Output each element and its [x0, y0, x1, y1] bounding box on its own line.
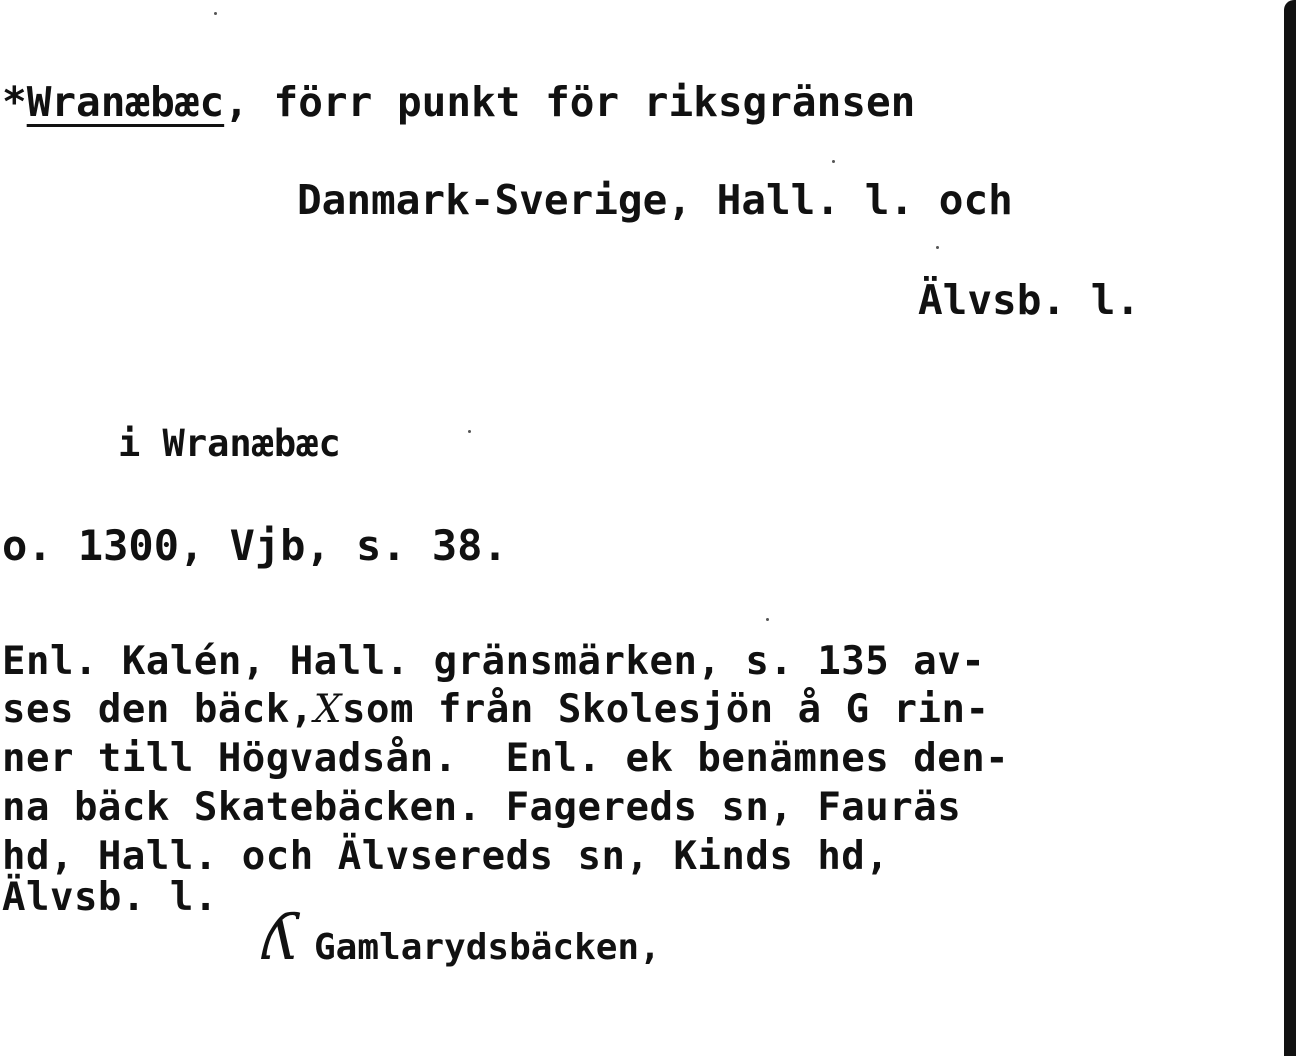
note-line-1: Enl. Kalén, Hall. gränsmärken, s. 135 av-	[2, 639, 986, 684]
note-line-2b: som från Skolesjön å G rin-	[342, 687, 990, 732]
heading-line-2: Danmark-Sverige, Hall. l. och	[297, 176, 1013, 224]
note-line-4: na bäck Skatebäcken. Fagereds sn, Fauräs	[2, 785, 962, 830]
handwritten-insertion-mark: ʎ	[262, 901, 299, 975]
card-right-edge	[1284, 0, 1296, 1056]
speckle	[936, 246, 939, 249]
source-citation: o. 1300, Vjb, s. 38.	[2, 521, 508, 570]
note-line-3: ner till Högvadsån. Enl. ek benämnes den-	[2, 736, 1010, 781]
insertion-mark-x: X	[313, 687, 343, 732]
speckle	[766, 618, 769, 621]
note-line-2	[2, 687, 990, 732]
heading-line-3: Älvsb. l.	[918, 276, 1141, 324]
handwritten-insertion-text: Gamlarydsbäcken,	[314, 927, 661, 968]
attested-form: i Wranæbæc	[118, 422, 341, 465]
note-line-2a: ses den bäck,	[2, 687, 314, 732]
headword: Wranæbæc	[26, 78, 225, 126]
heading-description: , förr punkt för riksgränsen	[224, 78, 916, 126]
heading-line-1	[2, 78, 915, 126]
speckle	[832, 160, 835, 163]
note-line-6: Älvsb. l.	[2, 875, 218, 920]
speckle	[468, 430, 471, 433]
note-line-5: hd, Hall. och Älvsereds sn, Kinds hd,	[2, 834, 890, 879]
heading-asterisk: *	[2, 78, 27, 126]
speckle	[214, 12, 217, 15]
